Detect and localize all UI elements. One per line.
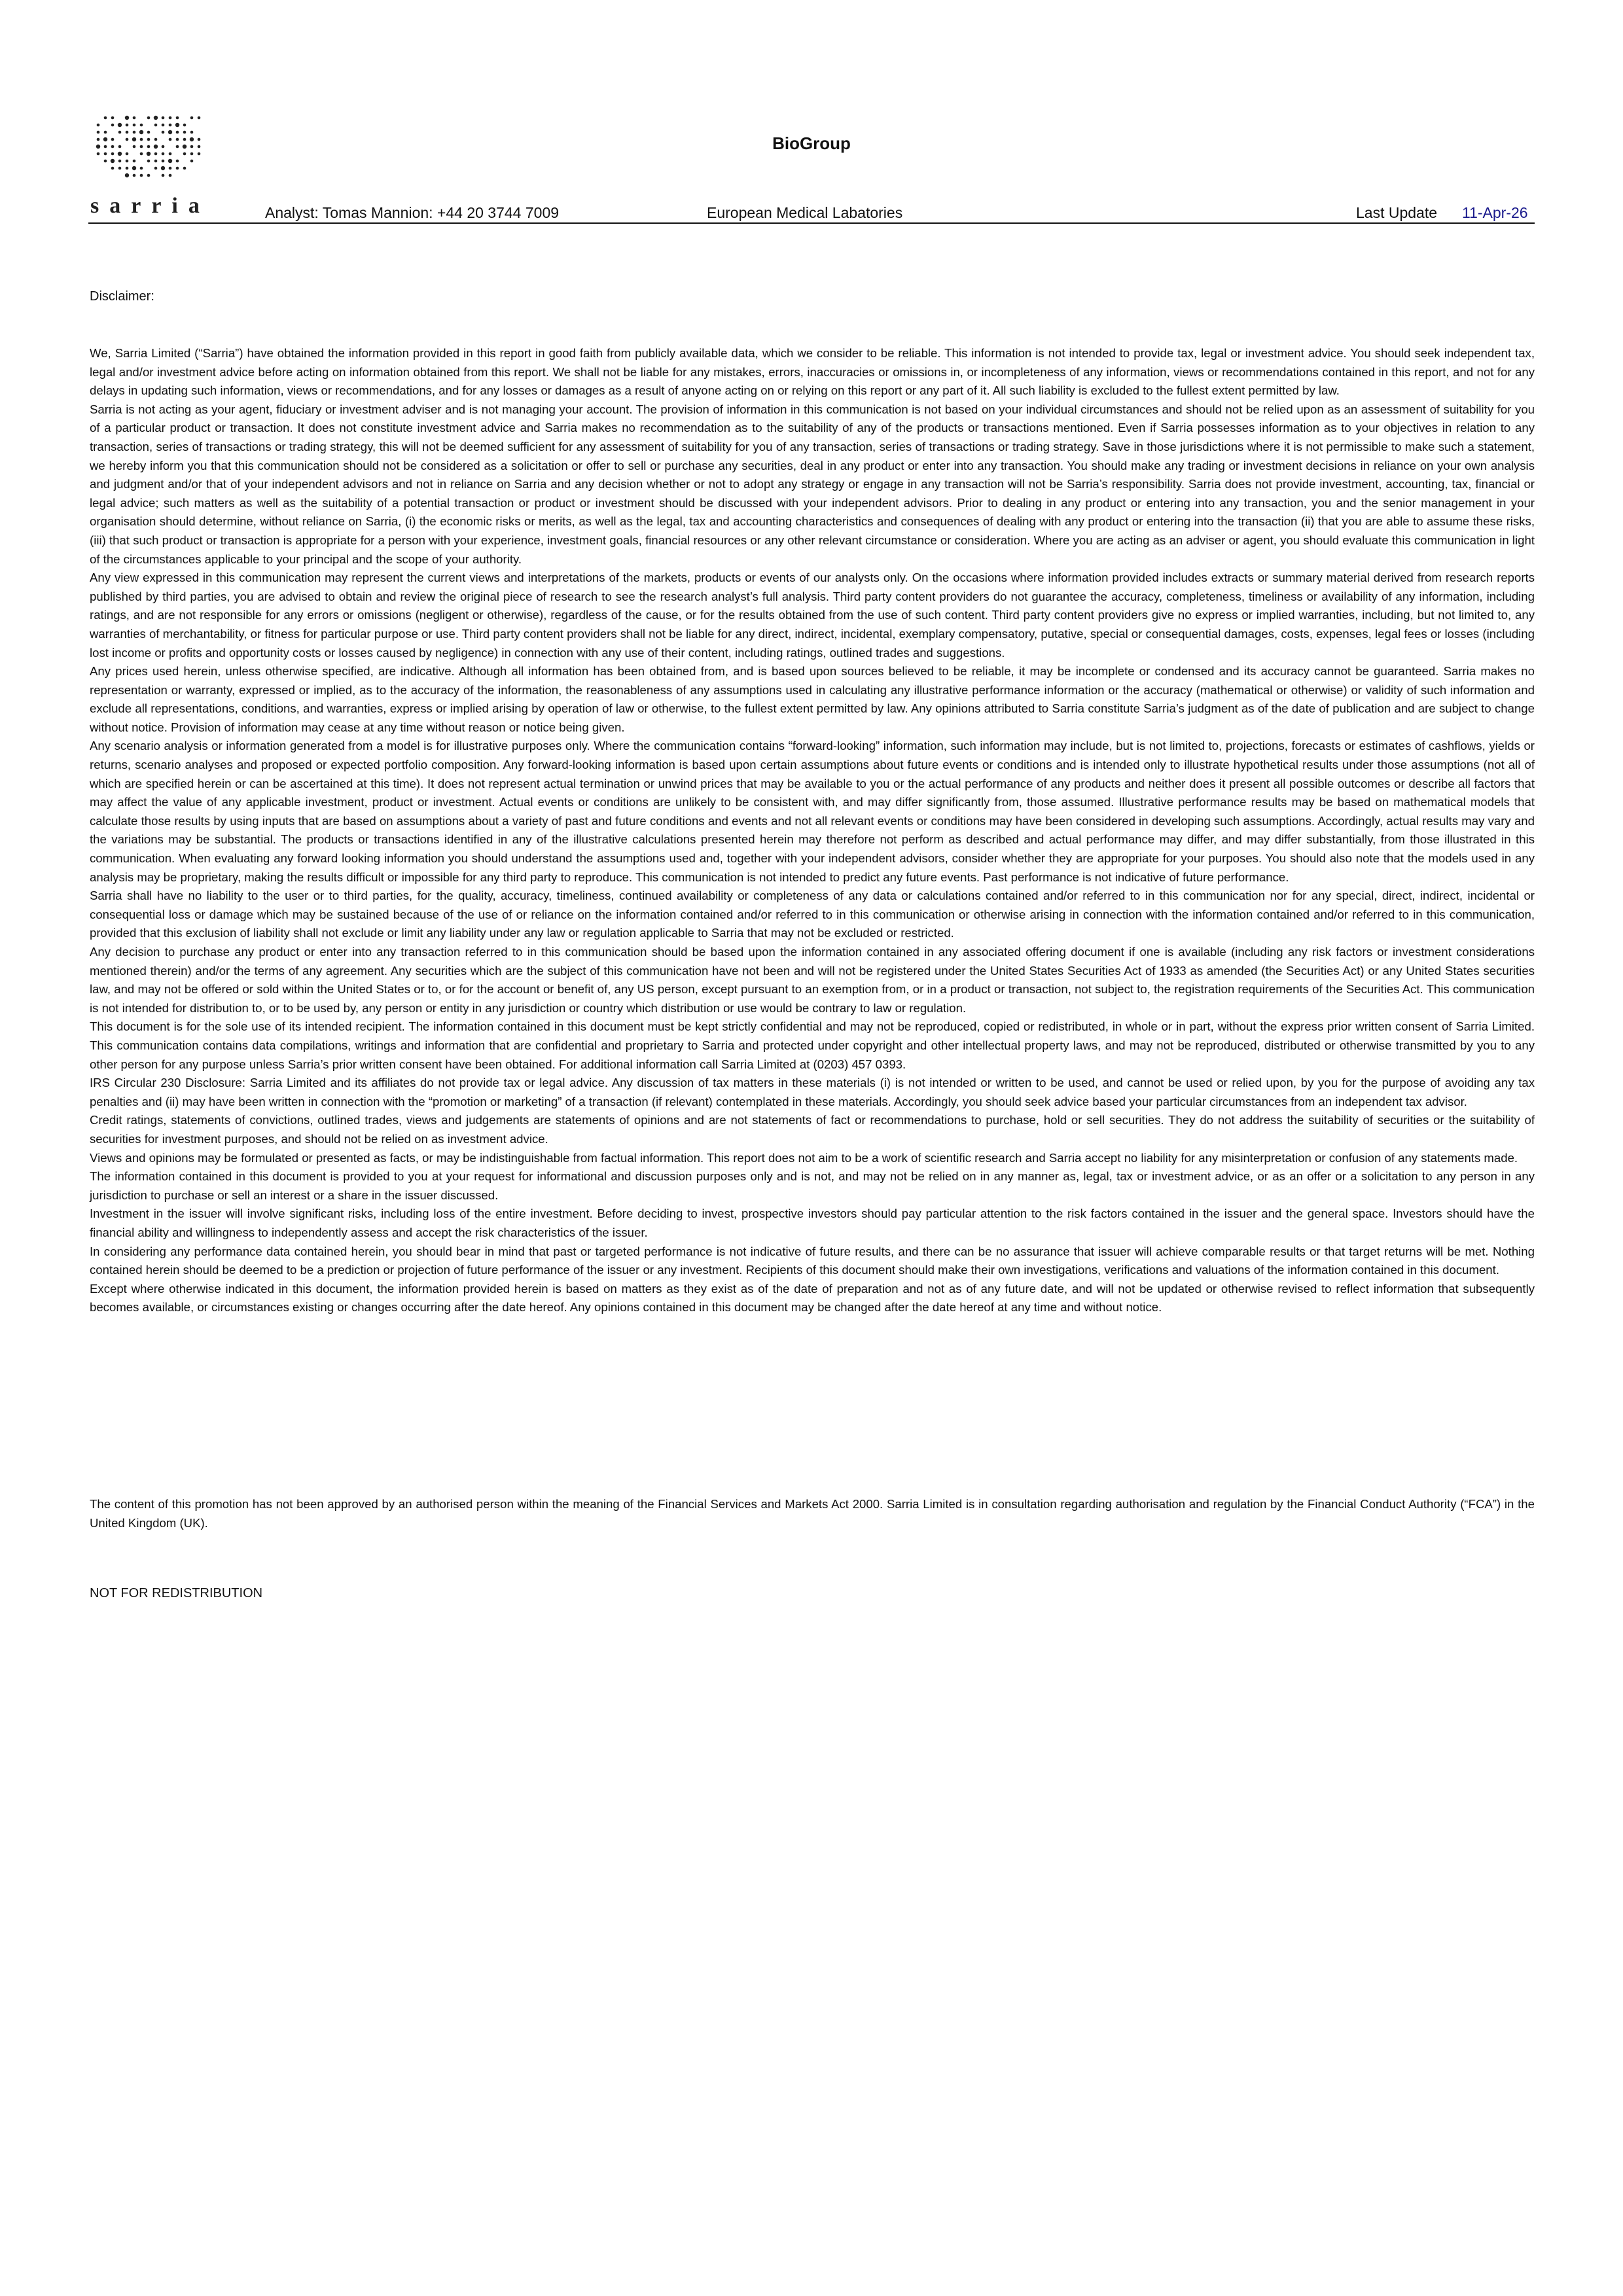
logo-dot — [169, 116, 172, 120]
logo-dot — [140, 145, 143, 149]
logo-dot — [154, 138, 158, 141]
logo-dot — [111, 159, 115, 163]
logo-dot — [140, 124, 143, 127]
logo-dot — [147, 145, 151, 149]
logo-dot — [140, 138, 143, 141]
logo-dot — [190, 137, 194, 141]
logo-dot — [147, 174, 151, 177]
logo-dot — [118, 123, 122, 127]
logo-dot — [161, 166, 165, 170]
logo-dot — [133, 124, 136, 127]
logo-dot — [140, 167, 143, 170]
logo-dot — [162, 131, 165, 134]
logo-dot — [104, 145, 107, 149]
disclaimer-paragraph: Views and opinions may be formulated or presented as facts, or may be indistinguishable from factual information. This report does not aim to be a work of scientific research and Sarria accept no liability for any misinterpretation or confusion of any statements made. — [90, 1150, 1518, 1165]
logo-dot — [125, 173, 129, 177]
logo-dot — [97, 124, 100, 127]
logo-dot — [133, 116, 136, 120]
logo-dot — [126, 167, 129, 170]
logo-dot — [169, 167, 172, 170]
last-update-label: Last Update — [1356, 204, 1438, 221]
logo-dot — [118, 145, 122, 149]
logo-dot — [133, 145, 136, 149]
logo-dot — [169, 152, 172, 156]
logo-dot — [104, 131, 107, 134]
logo-dot — [96, 145, 100, 149]
logo-dot — [183, 152, 187, 156]
disclaimer-body — [90, 344, 1535, 1317]
logo-dot — [147, 152, 151, 156]
logo-dot — [132, 137, 136, 141]
logo-dot — [104, 160, 107, 163]
redistribution-notice: NOT FOR REDISTRIBUTION — [90, 1586, 263, 1600]
disclaimer-paragraph: In considering any performance data contained herein, you should bear in mind that past or targeted performance is not indicative of future results, and there can be no assurance that issuer will achieve comparable results or that target returns will be met. Nothing contained herein should be deemed to be a prediction or projection of future performance of the issuer or any investment. Recipients of this document should make their own investigations, verifications and valuations of the information contained in this document. — [90, 1244, 1535, 1277]
disclaimer-paragraph: Sarria is not acting as your agent, fiduciary or investment adviser and is not managing your account. The provision of information in this communication is not based on your individual circumstances and should not be relied upon as an assessment of suitability for you of a particular product or transaction. It does not constitute investment advice and Sarria makes no recommendation as to the suitability of any of the products or transactions mentioned. Even if Sarria possesses information as to your objectives in relation to any transaction, series of transactions or trading strategy, this will not be deemed sufficient for any assessment of suitability for you of any transaction, series of transactions or trading strategy. Save in those jurisdictions where it is not permissible to make such a statement, we hereby inform you that this communication should not be considered as a solicitation or offer to sell or purchase any securities, deal in any product or enter into any transaction. You should make any trading or investment decisions in reliance on your own analysis and judgment and/or that of your independent advisors and not in reliance on Sarria and any decision whether or not to adopt any strategy or engage in any transaction will not be Sarria’s responsibility. Sarria does not provide investment, accounting, tax, financial or legal advice; such matters as well as the suitability of a potential transaction or product or investment should be discussed with your independent advisors. Prior to dealing in any product or entering into any transaction, you and the senior management in your organisation should determine, without reliance on Sarria, (i) the economic risks or merits, as well as the legal, tax and accounting characteristics and consequences of dealing with any product or entering into the transaction (ii) that you are able to assume these risks, (iii) that such product or transaction is appropriate for a person with your experience, investment goals, financial resources or any other relevant circumstance or consideration. Where you are acting as an adviser or agent, you should evaluate this communication in light of the circumstances applicable to your principal and the scope of your authority. — [90, 402, 1535, 566]
logo-dot — [140, 174, 143, 177]
logo-dot — [147, 131, 151, 134]
fca-statement: The content of this promotion has not been approved by an authorised person within the meaning of the Financial Services and Markets Act 2000. Sarria Limited is in consultation regarding authorisation and regulation by the Financial Conduct Authority (“FCA”) in the United Kingdom (UK). — [90, 1497, 1535, 1530]
logo-dot — [104, 116, 107, 120]
logo-dot — [168, 159, 172, 163]
logo-dot — [118, 167, 122, 170]
logo-dot — [169, 138, 172, 141]
logo-dot — [139, 130, 143, 134]
logo-dot — [190, 160, 194, 163]
logo-dot — [103, 137, 107, 141]
logo-dot — [168, 130, 172, 134]
disclaimer-paragraph: Any view expressed in this communication may represent the current views and interpretations of the markets, products or events of our analysts only. On the occasions where information provided includes extracts or summary material derived from research reports published by third parties, you are advised to obtain and review the original piece of research to see the research analyst’s full analysis. Third party content providers do not guarantee the accuracy, completeness, timeliness or availability of any information, including ratings, and are not responsible for any errors or omissions (negligent or otherwise), regardless of the cause, or for the results obtained from the use of such content. Third party content providers give no express or implied warranties, including, but not limited to, any warranties of merchantability, or fitness for particular purpose or use. Third party content providers shall not be liable for any direct, indirect, incidental, exemplary compensatory, putative, special or consequential damages, costs, expenses, legal fees or losses (including lost income or profits and opportunity costs or losses caused by negligence) in connection with any use of their content, including ratings, outlined trades and suggestions. — [90, 571, 1535, 660]
header-divider — [88, 222, 1535, 224]
logo-dot — [175, 123, 179, 127]
logo-dot — [133, 160, 136, 163]
logo-dot — [176, 131, 179, 134]
disclaimer-paragraph: Sarria shall have no liability to the user or to third parties, for the quality, accuracy, timeliness, continued availability or completeness of any data or calculations contained and/or referred to in this communication nor for any special, direct, indirect, incidental or consequential loss or damage which may be sustained because of the use of or reliance on the information contained and/or referred to in this communication or otherwise arising in connection with the information contained and/or referred to in this communication, provided that this exclusion of liability shall not exclude or limit any liability under any law or regulation applicable to Sarria that may not be excluded or restricted. — [90, 889, 1535, 940]
company-name: European Medical Labatories — [707, 204, 903, 221]
disclaimer-paragraph: IRS Circular 230 Disclosure: Sarria Limited and its affiliates do not provide tax or legal advice. Any discussion of tax matters in these materials (i) is not intended or written to be used, and cannot be used or relied upon, by you for the purpose of avoiding any tax penalties and (ii) may have been written in connection with the “promotion or marketing” of a transaction (if relevant) contemplated in these materials. Accordingly, you should seek advice based your particular circumstances from an independent tax advisor. — [90, 1076, 1535, 1108]
disclaimer-paragraph: The information contained in this document is provided to you at your request for informational and discussion purposes only and is not, and may not be relied on in any manner as, legal, tax or investment advice, or as an offer or a solicitation to any person in any jurisdiction to purchase or sell an interest or a share in the issuer discussed. — [90, 1169, 1535, 1202]
logo-dot — [176, 138, 179, 141]
logo-dot — [176, 167, 179, 170]
disclaimer-paragraph: Any scenario analysis or information generated from a model is for illustrative purposes only. Where the communication contains “forward-looking” information, such information may include, but is not limited to, projections, forecasts or estimates of cashflows, yields or returns, scenario analyses and proposed or expected portfolio composition. Any forward-looking information is based upon certain assumptions about future events or conditions and is intended only to illustrate hypothetical results under those assumptions (not all of which are specified herein or can be ascertained at this time). It does not represent actual termination or unwind prices that may be available to you or the actual performance of any products and neither does it present all possible outcomes or describe all factors that may affect the value of any applicable investment, product or investment. Actual events or conditions are unlikely to be consistent with, and may differ significantly from, those assumed. Illustrative performance results may be based on mathematical models that calculate those results by using inputs that are based on assumptions about a variety of past and future conditions and events and not all relevant events or conditions may have been considered in developing such assumptions. Accordingly, actual results may vary and the variations may be substantial. The products or transactions identified in any of the illustrative calculations presented herein may therefore not perform as described and actual performance may differ, and may differ substantially, from those illustrated in this communication. When evaluating any forward looking information you should understand the assumptions used and, together with your independent advisors, consider whether they are appropriate for your purposes. You should also note that the models used in any analysis may be proprietary, making the results difficult or impossible for any third party to reproduce. This communication is not intended to predict any future events. Past performance is not indicative of future performance. — [90, 739, 1535, 884]
logo-dot — [97, 138, 100, 141]
logo-dot — [190, 145, 194, 149]
last-update-date: 11-Apr-26 — [1462, 204, 1528, 221]
logo-dot — [126, 124, 129, 127]
disclaimer-paragraph: Except where otherwise indicated in this document, the information provided herein is based on matters as they exist as of the date of preparation and not as of any future date, and will not be updated or otherwise revised to reflect information that subsequently becomes available, or circumstances existing or changes occurring after the date hereof. Any opinions contained in this document may be changed after the date hereof at any time and without notice. — [90, 1281, 1535, 1315]
logo-dot — [154, 145, 158, 149]
logo-dot — [162, 116, 165, 120]
logo-dot — [190, 116, 194, 120]
logo-dot — [111, 124, 115, 127]
logo-dot — [198, 145, 201, 149]
disclaimer-paragraph: This document is for the sole use of its intended recipient. The information contained in this document must be kept strictly confidential and may not be reproduced, copied or redistributed, in whole or in part, without the express prior written consent of Sarria Limited. This communication contains data compilations, writings and information that are confidential and proprietary to Sarria and protected under copyright and other intellectual property laws, and may not be reproduced, distributed or otherwise transmitted by you to any other person for any purpose unless Sarria’s prior written consent have been obtained. For additional information call Sarria Limited at (0203) 457 0393. — [90, 1019, 1535, 1071]
logo-dot — [111, 145, 115, 149]
logo-dot — [111, 138, 115, 141]
logo-dot — [126, 131, 129, 134]
logo-dot — [147, 138, 151, 141]
logo-dot — [169, 124, 172, 127]
logo-dot — [162, 152, 165, 156]
logo-dot — [183, 145, 187, 149]
logo-dot — [140, 152, 143, 156]
logo-dot — [126, 160, 129, 163]
logo-dot-pattern-icon — [93, 113, 204, 192]
logo-dot — [176, 116, 179, 120]
document-title: BioGroup — [772, 133, 851, 153]
sarria-logo — [90, 113, 209, 217]
logo-dot — [154, 167, 158, 170]
logo-dot — [183, 124, 187, 127]
logo-dot — [97, 131, 100, 134]
logo-dot — [126, 138, 129, 141]
logo-dot — [176, 145, 179, 149]
logo-dot — [111, 152, 115, 156]
logo-dot — [183, 167, 187, 170]
analyst-contact: Analyst: Tomas Mannion: +44 20 3744 7009 — [265, 204, 560, 221]
disclaimer-paragraph: Credit ratings, statements of convictions, outlined trades, views and judgements are statements of opinions and are not statements of fact or recommendations to purchase, hold or sell securities. They do not address the suitability of securities or the suitability of securities for investment purposes, and should not be relied on as investment advice. — [90, 1113, 1535, 1146]
logo-dot — [118, 152, 122, 156]
logo-dot — [198, 138, 201, 141]
logo-dot — [183, 138, 187, 141]
logo-dot — [183, 131, 187, 134]
logo-dot — [198, 152, 201, 156]
logo-dot — [133, 131, 136, 134]
logo-dot — [147, 116, 151, 120]
logo-dot — [162, 174, 165, 177]
logo-dot — [133, 174, 136, 177]
logo-dot — [162, 160, 165, 163]
logo-dot — [190, 152, 194, 156]
logo-dot — [154, 116, 158, 120]
disclaimer-paragraph: Any decision to purchase any product or enter into any transaction referred to in this communication should be based upon the information contained in any associated offering document if one is available (including any risk factors or investment considerations mentioned therein) and/or the terms of any agreement. Any securities which are the subject of this communication have not been and will not be registered under the United States Securities Act of 1933 as amended (the Securities Act) or any United States securities law, and may not be offered or sold within the United States or to, or for the account or benefit of, any US person, except pursuant to an exemption from, or in a product or transaction, not subject to, the registration requirements of the Securities Act. This communication is not intended for distribution to, or to be used by, any person or entity in any jurisdiction or country which distribution or use would be contrary to law or regulation. — [90, 945, 1535, 1015]
logo-dot — [125, 116, 129, 120]
logo-dot — [154, 152, 158, 156]
logo-dot — [176, 160, 179, 163]
logo-dot — [162, 124, 165, 127]
logo-dot — [126, 152, 129, 156]
disclaimer-paragraph: Investment in the issuer will involve significant risks, including loss of the entire investment. Before deciding to invest, prospective investors should pay particular attention to the risk factors contained in the issuer and the general space. Investors should have the financial ability and willingness to independently assess and accept the risk characteristics of the issuer. — [90, 1207, 1535, 1239]
logo-dot — [118, 160, 122, 163]
logo-dot — [118, 131, 122, 134]
logo-dot — [154, 124, 158, 127]
logo-dot — [111, 167, 115, 170]
logo-dot — [190, 131, 194, 134]
logo-dot — [111, 116, 115, 120]
disclaimer-paragraph: We, Sarria Limited (“Sarria”) have obtained the information provided in this report in good faith from publicly available data, which we consider to be reliable. This information is not intended to provide tax, legal or investment advice. You should seek independent tax, legal and/or investment advice before acting on information obtained from this report. We shall not be liable for any mistakes, errors, inaccuracies or omissions in, or incompleteness of any information, views or recommendations contained in this report, and not for any delays in updating such information, views or recommendations, and for any losses or damages as a result of anyone acting on or relying on this report or any part of it. All such liability is excluded to the fullest extent permitted by law. — [90, 346, 1535, 398]
disclaimer-paragraph: Any prices used herein, unless otherwise specified, are indicative. Although all information has been obtained from, and is based upon sources believed to be reliable, it may be incomplete or condensed and its accuracy cannot be guaranteed. Sarria makes no representation or warranty, expressed or implied, as to the accuracy of the information, the reasonableness of any assumptions used in calculating any illustrative performance information or the accuracy (mathematical or otherwise) or validity of such information and exclude all representations, conditions, and warranties, express or implied arising by operation of law or otherwise, to the fullest extent permitted by law. Any opinions attributed to Sarria constitute Sarria’s judgment as of the date of publication and are subject to change without notice. Provision of information may cease at any time without reason or notice being given. — [90, 664, 1535, 734]
logo-dot — [169, 174, 172, 177]
logo-dot — [147, 160, 151, 163]
logo-dot — [154, 160, 158, 163]
logo-wordmark: sarria — [90, 194, 210, 218]
logo-dot — [132, 166, 136, 170]
logo-dot — [198, 116, 201, 120]
logo-dot — [97, 152, 100, 156]
logo-dot — [104, 152, 107, 156]
disclaimer-heading: Disclaimer: — [90, 289, 154, 304]
logo-dot — [162, 145, 165, 149]
